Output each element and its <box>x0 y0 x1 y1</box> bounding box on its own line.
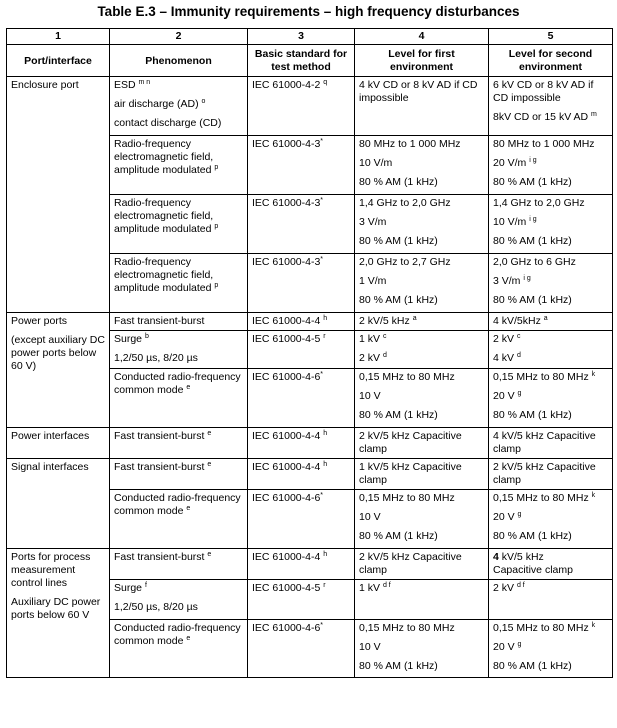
level-text: 2 kV <box>359 352 381 364</box>
footnote-ref: r <box>323 582 326 589</box>
phenomenon-cell <box>110 490 248 549</box>
level-second-cell <box>489 459 613 490</box>
port-label: Power ports <box>11 315 68 327</box>
standard-text: IEC 61000-4-5 <box>252 582 321 594</box>
col-number: 3 <box>248 29 355 45</box>
phenomenon-cell <box>110 254 248 313</box>
level-text: 0,15 MHz to 80 MHz <box>493 492 589 504</box>
level-text: 0,15 MHz to 80 MHz <box>359 622 455 634</box>
level-text: 80 % AM (1 kHz) <box>493 176 572 188</box>
level-text: 80 % AM (1 kHz) <box>359 294 438 306</box>
footnote-ref: h <box>323 551 328 558</box>
port-cell <box>7 428 110 459</box>
level-text: 0,15 MHz to 80 MHz <box>493 371 589 383</box>
level-text: 2,0 GHz to 2,7 GHz <box>359 256 451 268</box>
level-second-cell <box>489 549 613 580</box>
table-row <box>7 549 613 580</box>
level-text: 80 % AM (1 kHz) <box>493 294 572 306</box>
footnote-ref: p <box>214 282 219 289</box>
footnote-ref: e <box>186 384 191 391</box>
footnote-ref: d f <box>382 582 391 589</box>
col-number: 5 <box>489 29 613 45</box>
standard-cell <box>248 620 355 678</box>
phenomenon-text: Conducted radio-frequency common mode <box>114 622 241 647</box>
standard-cell <box>248 313 355 331</box>
level-text: 1 kV <box>359 333 381 345</box>
level-text: 20 V <box>493 511 515 523</box>
level-second-cell <box>489 428 613 459</box>
footnote-ref: * <box>320 371 324 378</box>
footnote-ref: k <box>591 371 596 378</box>
phenomenon-cell <box>110 459 248 490</box>
port-cell <box>7 77 110 313</box>
footnote-ref: a <box>412 315 417 322</box>
level-text: 80 % AM (1 kHz) <box>359 176 438 188</box>
level-first-cell <box>355 459 489 490</box>
footnote-ref: p <box>214 223 219 230</box>
level-text: 80 % AM (1 kHz) <box>493 530 572 542</box>
level-text: 2 kV/5 kHz Capacitive clamp <box>359 551 462 576</box>
level-second-cell <box>489 490 613 549</box>
port-label: (except auxiliary DC power ports below 60 V) <box>11 334 105 372</box>
standard-cell <box>248 428 355 459</box>
footnote-ref: m <box>591 111 597 118</box>
level-text: 80 % AM (1 kHz) <box>359 660 438 672</box>
footnote-ref: c <box>516 333 521 340</box>
level-second-cell <box>489 195 613 254</box>
level-text: 80 MHz to 1 000 MHz <box>493 138 595 150</box>
phenomenon-cell <box>110 369 248 428</box>
level-text: 4 kV CD or 8 kV AD if CD impossible <box>359 79 478 104</box>
port-cell <box>7 459 110 549</box>
standard-text: IEC 61000-4-4 <box>252 551 321 563</box>
level-text: Capacitive clamp <box>493 564 573 576</box>
standard-cell <box>248 195 355 254</box>
phenomenon-text: 1,2/50 µs, 8/20 µs <box>114 601 198 613</box>
phenomenon-cell <box>110 331 248 369</box>
footnote-ref: * <box>320 492 324 499</box>
level-text: 2 kV/5 kHz Capacitive clamp <box>359 430 462 455</box>
phenomenon-cell <box>110 580 248 620</box>
level-second-cell <box>489 369 613 428</box>
footnote-ref: g <box>517 390 522 397</box>
level-first-cell <box>355 331 489 369</box>
level-text: 4 kV <box>493 352 515 364</box>
level-first-cell <box>355 195 489 254</box>
footnote-ref: f <box>144 582 147 589</box>
footnote-ref: b <box>144 333 149 340</box>
phenomenon-text: Fast transient-burst <box>114 461 205 473</box>
port-cell <box>7 313 110 428</box>
level-second-cell <box>489 313 613 331</box>
level-text: 0,15 MHz to 80 MHz <box>359 492 455 504</box>
level-text: 0,15 MHz to 80 MHz <box>493 622 589 634</box>
phenomenon-text: Fast transient-burst <box>114 315 205 327</box>
standard-text: IEC 61000-4-5 <box>252 333 321 345</box>
footnote-ref: i g <box>529 157 537 164</box>
level-text: 4 kV/5 kHz Capacitive clamp <box>493 430 596 455</box>
level-text: 8kV CD or 15 kV AD <box>493 111 589 123</box>
port-label: Ports for process measurement control lines <box>11 551 91 589</box>
col-number: 2 <box>110 29 248 45</box>
footnote-ref: e <box>207 430 212 437</box>
footnote-ref: q <box>323 79 328 86</box>
col-header-port: Port/interface <box>7 45 110 77</box>
level-first-cell <box>355 549 489 580</box>
phenomenon-cell <box>110 549 248 580</box>
table-title: Table E.3 – Immunity requirements – high frequency disturbances <box>97 4 520 19</box>
footnote-ref: e <box>207 461 212 468</box>
standard-cell <box>248 254 355 313</box>
table-row <box>7 459 613 490</box>
level-text: 1 kV/5 kHz Capacitive clamp <box>359 461 462 486</box>
port-label: Signal interfaces <box>11 461 89 473</box>
col-header-phenomenon: Phenomenon <box>110 45 248 77</box>
level-text: 20 V <box>493 390 515 402</box>
footnote-ref: k <box>591 492 596 499</box>
standard-text: IEC 61000-4-3 <box>252 197 321 209</box>
standard-cell <box>248 77 355 136</box>
level-second-cell <box>489 136 613 195</box>
phenomenon-cell <box>110 136 248 195</box>
level-text: kV/5 kHz <box>498 551 544 563</box>
level-second-cell <box>489 620 613 678</box>
level-text: 2 kV/5 kHz Capacitive clamp <box>493 461 596 486</box>
standard-text: IEC 61000-4-4 <box>252 430 321 442</box>
phenomenon-text: Surge <box>114 333 143 345</box>
footnote-ref: * <box>320 622 324 629</box>
standard-cell <box>248 331 355 369</box>
level-text: 80 % AM (1 kHz) <box>493 235 572 247</box>
phenomenon-cell <box>110 620 248 678</box>
column-header-row <box>7 45 613 77</box>
level-text: 80 MHz to 1 000 MHz <box>359 138 461 150</box>
standard-text: IEC 61000-4-6 <box>252 492 321 504</box>
level-second-cell <box>489 331 613 369</box>
standard-cell <box>248 136 355 195</box>
level-first-cell <box>355 428 489 459</box>
footnote-ref: e <box>207 551 212 558</box>
standard-cell <box>248 549 355 580</box>
footnote-ref: i g <box>523 275 531 282</box>
phenomenon-cell <box>110 428 248 459</box>
standard-cell <box>248 490 355 549</box>
level-text: 1 kV <box>359 582 381 594</box>
phenomenon-text: Fast transient-burst <box>114 430 205 442</box>
level-text: 80 % AM (1 kHz) <box>493 660 572 672</box>
phenomenon-text: Conducted radio-frequency common mode <box>114 492 241 517</box>
standard-text: IEC 61000-4-3 <box>252 256 321 268</box>
footnote-ref: * <box>320 256 324 263</box>
phenomenon-text: 1,2/50 µs, 8/20 µs <box>114 352 198 364</box>
footnote-ref: h <box>323 315 328 322</box>
footnote-ref: g <box>517 641 522 648</box>
standard-cell <box>248 580 355 620</box>
phenomenon-text: Radio-frequency electromagnetic field, amplitude modulated <box>114 138 214 176</box>
immunity-table <box>6 28 613 678</box>
footnote-ref: d <box>516 352 521 359</box>
level-first-cell <box>355 620 489 678</box>
level-text: 80 % AM (1 kHz) <box>359 235 438 247</box>
phenomenon-text: ESD <box>114 79 136 91</box>
standard-text: IEC 61000-4-6 <box>252 371 321 383</box>
level-text: 80 % AM (1 kHz) <box>359 530 438 542</box>
level-text: 10 V/m <box>493 216 527 228</box>
level-text: 10 V <box>359 390 381 402</box>
level-text: 2 kV <box>493 582 515 594</box>
level-text: 80 % AM (1 kHz) <box>359 409 438 421</box>
phenomenon-text: Conducted radio-frequency common mode <box>114 371 241 396</box>
level-first-cell <box>355 313 489 331</box>
level-second-cell <box>489 77 613 136</box>
level-text: 80 % AM (1 kHz) <box>493 409 572 421</box>
footnote-ref: a <box>543 315 548 322</box>
phenomenon-text: contact discharge (CD) <box>114 117 222 129</box>
footnote-ref: d f <box>516 582 525 589</box>
footnote-ref: h <box>323 430 328 437</box>
level-text: 1 V/m <box>359 275 387 287</box>
standard-text: IEC 61000-4-3 <box>252 138 321 150</box>
level-first-cell <box>355 490 489 549</box>
level-text: 3 V/m <box>493 275 521 287</box>
footnote-ref: e <box>186 505 191 512</box>
footnote-ref: o <box>201 98 206 105</box>
phenomenon-text: air discharge (AD) <box>114 98 199 110</box>
table-row <box>7 77 613 136</box>
level-text: 1,4 GHz to 2,0 GHz <box>359 197 451 209</box>
phenomenon-cell <box>110 195 248 254</box>
level-first-cell <box>355 254 489 313</box>
footnote-ref: h <box>323 461 328 468</box>
footnote-ref: m n <box>138 79 151 86</box>
level-text: 6 kV CD or 8 kV AD if CD impossible <box>493 79 594 104</box>
level-text: 20 V/m <box>493 157 527 169</box>
level-first-cell <box>355 580 489 620</box>
footnote-ref: * <box>320 138 324 145</box>
port-label: Enclosure port <box>11 79 79 91</box>
level-first-cell <box>355 77 489 136</box>
level-text: 20 V <box>493 641 515 653</box>
level-text: 10 V <box>359 641 381 653</box>
level-text: 10 V <box>359 511 381 523</box>
phenomenon-text: Surge <box>114 582 143 594</box>
footnote-ref: e <box>186 635 191 642</box>
table-row <box>7 428 613 459</box>
col-number: 4 <box>355 29 489 45</box>
port-cell <box>7 549 110 678</box>
footnote-ref: r <box>323 333 326 340</box>
level-first-cell <box>355 136 489 195</box>
standard-text: IEC 61000-4-4 <box>252 461 321 473</box>
standard-text: IEC 61000-4-2 <box>252 79 321 91</box>
level-text: 4 kV/5kHz <box>493 315 541 327</box>
col-header-level-first: Level for first environment <box>355 45 489 77</box>
level-text: 2 kV <box>493 333 515 345</box>
level-text: 1,4 GHz to 2,0 GHz <box>493 197 585 209</box>
standard-cell <box>248 459 355 490</box>
footnote-ref: c <box>382 333 387 340</box>
col-header-level-second: Level for second environment <box>489 45 613 77</box>
level-text: 2 kV/5 kHz <box>359 315 410 327</box>
standard-text: IEC 61000-4-4 <box>252 315 321 327</box>
footnote-ref: i g <box>529 216 537 223</box>
column-number-row <box>7 29 613 45</box>
standard-cell <box>248 369 355 428</box>
phenomenon-cell <box>110 313 248 331</box>
col-number: 1 <box>7 29 110 45</box>
footnote-ref: p <box>214 164 219 171</box>
phenomenon-text: Radio-frequency electromagnetic field, amplitude modulated <box>114 256 214 294</box>
level-text: 2,0 GHz to 6 GHz <box>493 256 576 268</box>
level-text: 0,15 MHz to 80 MHz <box>359 371 455 383</box>
phenomenon-text: Radio-frequency electromagnetic field, amplitude modulated <box>114 197 214 235</box>
footnote-ref: g <box>517 511 522 518</box>
level-second-cell <box>489 580 613 620</box>
port-label: Auxiliary DC power ports below 60 V <box>11 596 101 621</box>
table-row <box>7 313 613 331</box>
footnote-ref: k <box>591 622 596 629</box>
port-label: Power interfaces <box>11 430 90 442</box>
level-text-bold: 4 <box>493 551 499 563</box>
level-first-cell <box>355 369 489 428</box>
level-text: 10 V/m <box>359 157 393 169</box>
footnote-ref: d <box>382 352 387 359</box>
level-second-cell <box>489 254 613 313</box>
footnote-ref: * <box>320 197 324 204</box>
phenomenon-cell <box>110 77 248 136</box>
level-text: 3 V/m <box>359 216 387 228</box>
col-header-standard: Basic standard for test method <box>248 45 355 77</box>
standard-text: IEC 61000-4-6 <box>252 622 321 634</box>
phenomenon-text: Fast transient-burst <box>114 551 205 563</box>
